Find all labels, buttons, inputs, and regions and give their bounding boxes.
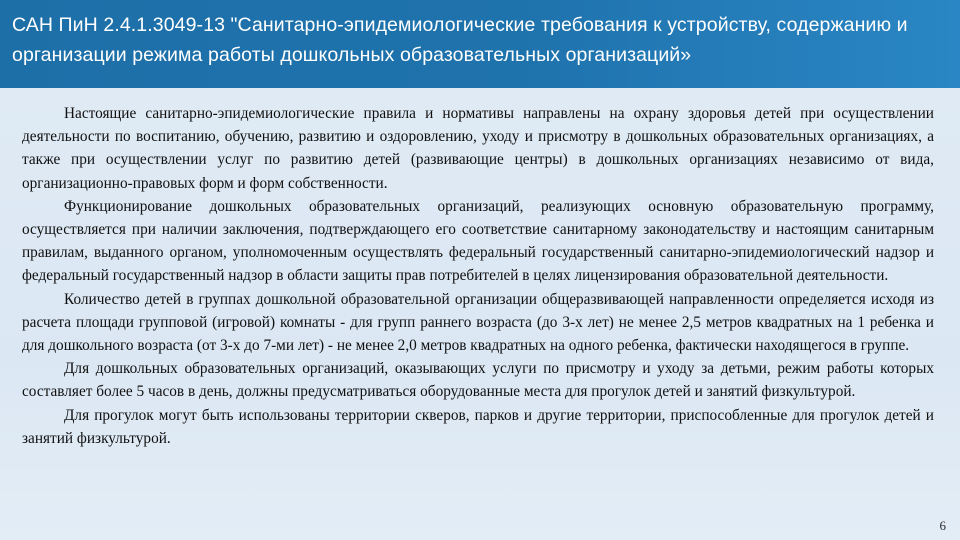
- paragraph: Количество детей в группах дошкольной образовательной организации общеразвивающей направленности определяется исходя из расчета площади групповой (игровой) комнаты - для групп раннего возраста (до 3-х лет) не менее 2,5 метров квадратных на 1 ребенка и для дошкольного возраста (от 3-х до 7-ми лет) - не менее 2,0 метров квадратных на одного ребенка, фактически находящегося в группе.: [22, 290, 934, 355]
- title-banner: [0, 0, 960, 88]
- paragraph: Функционирование дошкольных образовательных организаций, реализующих основную образовательную программу, осуществляется при наличии заключения, подтверждающего его соответствие санитарному законодательству и настоящим санитарным правилам, выданного органом, уполномоченным осуществлять федеральный государственный санитарно-эпидемиологический надзор и федеральный государственный надзор в области защиты прав потребителей в целях лицензирования образовательной деятельности.: [22, 197, 934, 285]
- body-text-block: [22, 102, 934, 522]
- slide-title: САН ПиН 2.4.1.3049-13 "Санитарно-эпидемиологические требования к устройству, содержанию и организации режима работы дошкольных образовательных организаций»: [12, 14, 908, 66]
- content-panel: [0, 88, 960, 540]
- paragraph: Настоящие санитарно-эпидемиологические правила и нормативы направлены на охрану здоровья детей при осуществлении деятельности по воспитанию, обучению, развитию и оздоровлению, уходу и присмотру в дошкольных образовательных организациях, а также при осуществлении услуг по развитию детей (развивающие центры) в дошкольных организациях независимо от вида, организационно-правовых форм и форм собственности.: [22, 105, 934, 192]
- paragraph: Для дошкольных образовательных организаций, оказывающих услуги по присмотру и уходу за детьми, режим работы которых составляет более 5 часов в день, должны предусматриваться оборудованные места для прогулок детей и занятий физкультурой.: [22, 360, 934, 401]
- page-number: 6: [939, 518, 946, 533]
- paragraph: Для прогулок могут быть использованы территории скверов, парков и другие территории, приспособленные для прогулок детей и занятий физкультурой.: [22, 406, 934, 447]
